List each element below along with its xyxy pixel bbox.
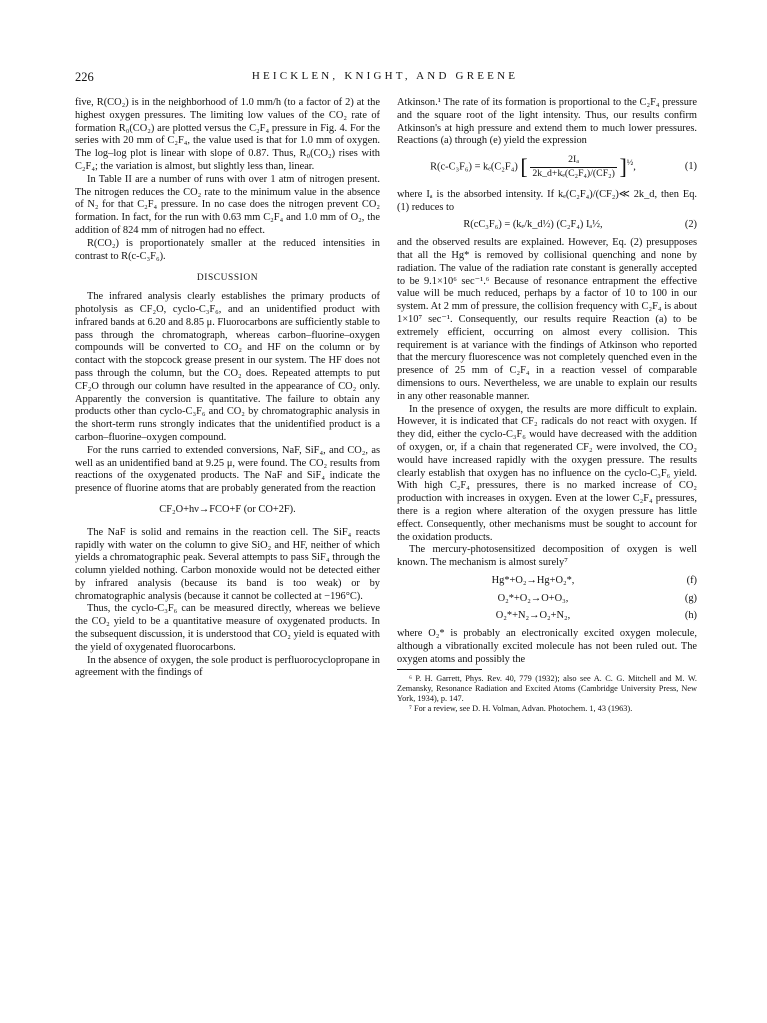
page-header — [75, 70, 695, 86]
equation-number: (g) — [684, 592, 697, 604]
equation-g — [397, 593, 697, 606]
page-number: 226 — [75, 70, 94, 84]
equation-2 — [397, 219, 697, 232]
equation-1-fraction — [530, 154, 617, 181]
paragraph: In Table II are a number of runs with over 1 atm of nitrogen present. The nitrogen reduces the CO₂ rate to the minimum value in the absence of N₂ for that C₂F₄ pressure. In no case does the nitrogen prevent CO₂ formation. In fact, for the run with 0.63 mm C₂F₄ and 1.0 mm of O₂, the addition of 824 mm of nitrogen had no effect. — [75, 173, 380, 236]
equation-h-body: O₂*+N₂→O₂+N₂, — [495, 610, 571, 622]
equation-g-body: O₂*+O₂→O+O₃, — [497, 592, 569, 604]
equation-f — [397, 575, 697, 588]
equation-1-lhs: R(c-C₃F₆) = kₑ(C₂F₄) — [430, 161, 518, 173]
equation-1-exponent: ½ — [626, 157, 634, 168]
reaction-equation: CF₂O+hν→FCO+F (or CO+2F). — [159, 503, 296, 515]
equation-number: (f) — [686, 574, 697, 586]
equation-2-body: R(cC₃F₆) = (kₑ/k_d½) (C₂F₄) Iₐ½, — [463, 219, 603, 231]
left-bracket: [ — [520, 154, 528, 180]
fraction-denominator: 2k_d+kₑ(C₂F₄)/(CF₂) — [532, 167, 615, 179]
paragraph: R(CO₂) is proportionately smaller at the reduced intensities in contrast to R(c-C₃F₆). — [75, 237, 380, 262]
paragraph: where O₂* is probably an electronically excited oxygen molecule, although a vibrationally excited molecule has not been ruled out. The oxygen atoms and possibly the — [397, 628, 697, 665]
right-bracket: ] — [619, 154, 627, 180]
paragraph: The NaF is solid and remains in the reaction cell. The SiF₄ reacts rapidly with water on the column to give SiO₂ and HF, neither of which yields a chromatographic peak. Several attempts to pass SiF₄ through the column yielded nothing. Carbon monoxide would not be detected either by infrared analysis (because its band is too weak) or by chromatographic analysis (because it cannot be collected at −196°C). — [75, 526, 380, 602]
section-heading: DISCUSSION — [196, 273, 259, 284]
paragraph: The infrared analysis clearly establishes the primary products of photolysis as CF₂O, cyclo-C₃F₆, and an unidentified product with infrared bands at 6.20 and 8.85 μ. Fluorocarbons are sufficiently stable to pass through the chromatograph, whereas carbon–fluorine–oxygen compounds will be converted to CO₂ and HF on the column or by contact with the stopcock grease present in our system. The HF does not pass through the column, but the CO₂ does. Repeated attempts to put CF₂O through our column have resulted in the appearance of CO₂ only. Apparently the conversion is quantitative. The failure to obtain any products other than cyclo-C₃F₆ and CO₂ by chromatographic analysis in the short-term runs strongly indicates that the unidentified product is a carbon–fluorine–oxygen compound. — [75, 291, 380, 443]
paragraph: Atkinson.¹ The rate of its formation is proportional to the C₂F₄ pressure and the square root of the light intensity. Thus, our results confirm Atkinson's at high pressure and extend them to much lower pressures. Reactions (a) through (e) yield the expression — [397, 97, 697, 147]
running-head: HEICKLEN, KNIGHT, AND GREENE — [251, 70, 519, 82]
fraction-numerator: 2Iₐ — [530, 154, 617, 168]
equation-f-body: Hg*+O₂→Hg+O₂*, — [491, 574, 575, 586]
equation-1: R(c-C₃F₆) = kₑ(C₂F₄) [ $\frac{\text{2Iₐ}}{\text{2k\_d+kₑ(C₂F₄)/(CF₂)}}$ ]$^{\frac{1}{2}}$, (1) — [430, 154, 697, 180]
paragraph: and the observed results are explained. However, Eq. (2) presupposes that all the Hg* is removed by collisional quenching and none by radiation. The value of the radiation rate constant is generally accepted to be 9.1×10⁶ sec⁻¹.⁶ Because of resonance entrapment the effective value will be much reduced, perhaps by a factor of 10 to 100 in our system. At 2 mm of pressure, the collision frequency with C₂F₄ is about 1×10⁷ sec⁻¹. Consequently, our results require Reaction (a) to be extremely efficient, occurring on almost every collision. This requirement is at variance with the findings of Atkinson who reported that the mercury fluorescence was not completely quenched even in the presence of 25 mm of C₂F₄ in a reaction vessel of comparable dimensions to ours. Nevertheless, we are unable to explain our results in any other reasonable manner. — [397, 237, 697, 402]
equation-number: (1) — [684, 161, 697, 173]
equation-number: (h) — [684, 610, 697, 622]
paragraph: five, R(CO₂) is in the neighborhood of 1.0 mm/h (to a factor of 2) at the highest oxygen pressures. The limiting low values of the CO₂ rate of formation R₀(CO₂) are plotted versus the C₂F₄ pressure in Fig. 4. For the series with 20 mm of C₂F₄, the value used is that for 1.0 mm of oxygen. The log–log plot is linear with slope of 0.87. Thus, R₀(CO₂) rises with C₂F₄; the variation is almost, but slightly less than, linear. — [75, 97, 380, 172]
paragraph: In the presence of oxygen, the results are more difficult to explain. However, it is indicated that CF₂ radicals do not react with oxygen. If they did, either the cyclo-C₃F₆ would have decreased with the addition of oxygen, or, if a chain that regenerated CF₂ were involved, the CO₂ would have increased rapidly with the oxygen pressure. The results clearly establish that oxygen has no influence on the cyclo-C₃F₆ yield. With high C₂F₄ pressures, there is no marked increase of CO₂ production with increases in oxygen. Even at the lower C₂F₄ pressures, there is a region where alteration of the oxygen pressure has little effect. Consequently, other mechanisms must be sought to account for the oxidation products. — [397, 403, 697, 543]
paragraph: Thus, the cyclo-C₃F₆ can be measured directly, whereas we believe the CO₂ yield to be a quantitative measure of oxygenated products. In the subsequent discussion, it is understood that CO₂ yield is equated with the yield of oxygenated fluorocarbons. — [75, 603, 380, 653]
paragraph: For the runs carried to extended conversions, NaF, SiF₄, and CO₂, as well as an unidentified band at 9.25 μ, were found. The CO₂ results from reactions of the oxygenated products. The NaF and SiF₄ indicate the presence of fluorine atoms that are probably generated from the reaction — [75, 444, 380, 495]
right-column — [397, 97, 697, 714]
left-column — [75, 97, 380, 680]
equation-number: (2) — [684, 219, 697, 231]
footnote: ⁶ P. H. Garrett, Phys. Rev. 40, 779 (1932); also see A. C. G. Mitchell and M. W. Zemansky, Resonance Radiation and Excited Atoms (Cambridge University Press, New York, 1934), p. 147. — [397, 673, 697, 704]
footnote-divider — [397, 669, 482, 670]
paragraph: The mercury-photosensitized decomposition of oxygen is well known. The mechanism is almost surely⁷ — [397, 544, 697, 569]
footnote: ⁷ For a review, see D. H. Volman, Advan. Photochem. 1, 43 (1963). — [409, 704, 633, 714]
paragraph: In the absence of oxygen, the sole product is perfluorocyclopropane in agreement with the findings of — [75, 654, 380, 679]
paragraph: where Iₐ is the absorbed intensity. If kₑ(C₂F₄)/(CF₂)≪ 2k_d, then Eq. (1) reduces to — [397, 188, 697, 213]
equation-h — [397, 610, 697, 623]
